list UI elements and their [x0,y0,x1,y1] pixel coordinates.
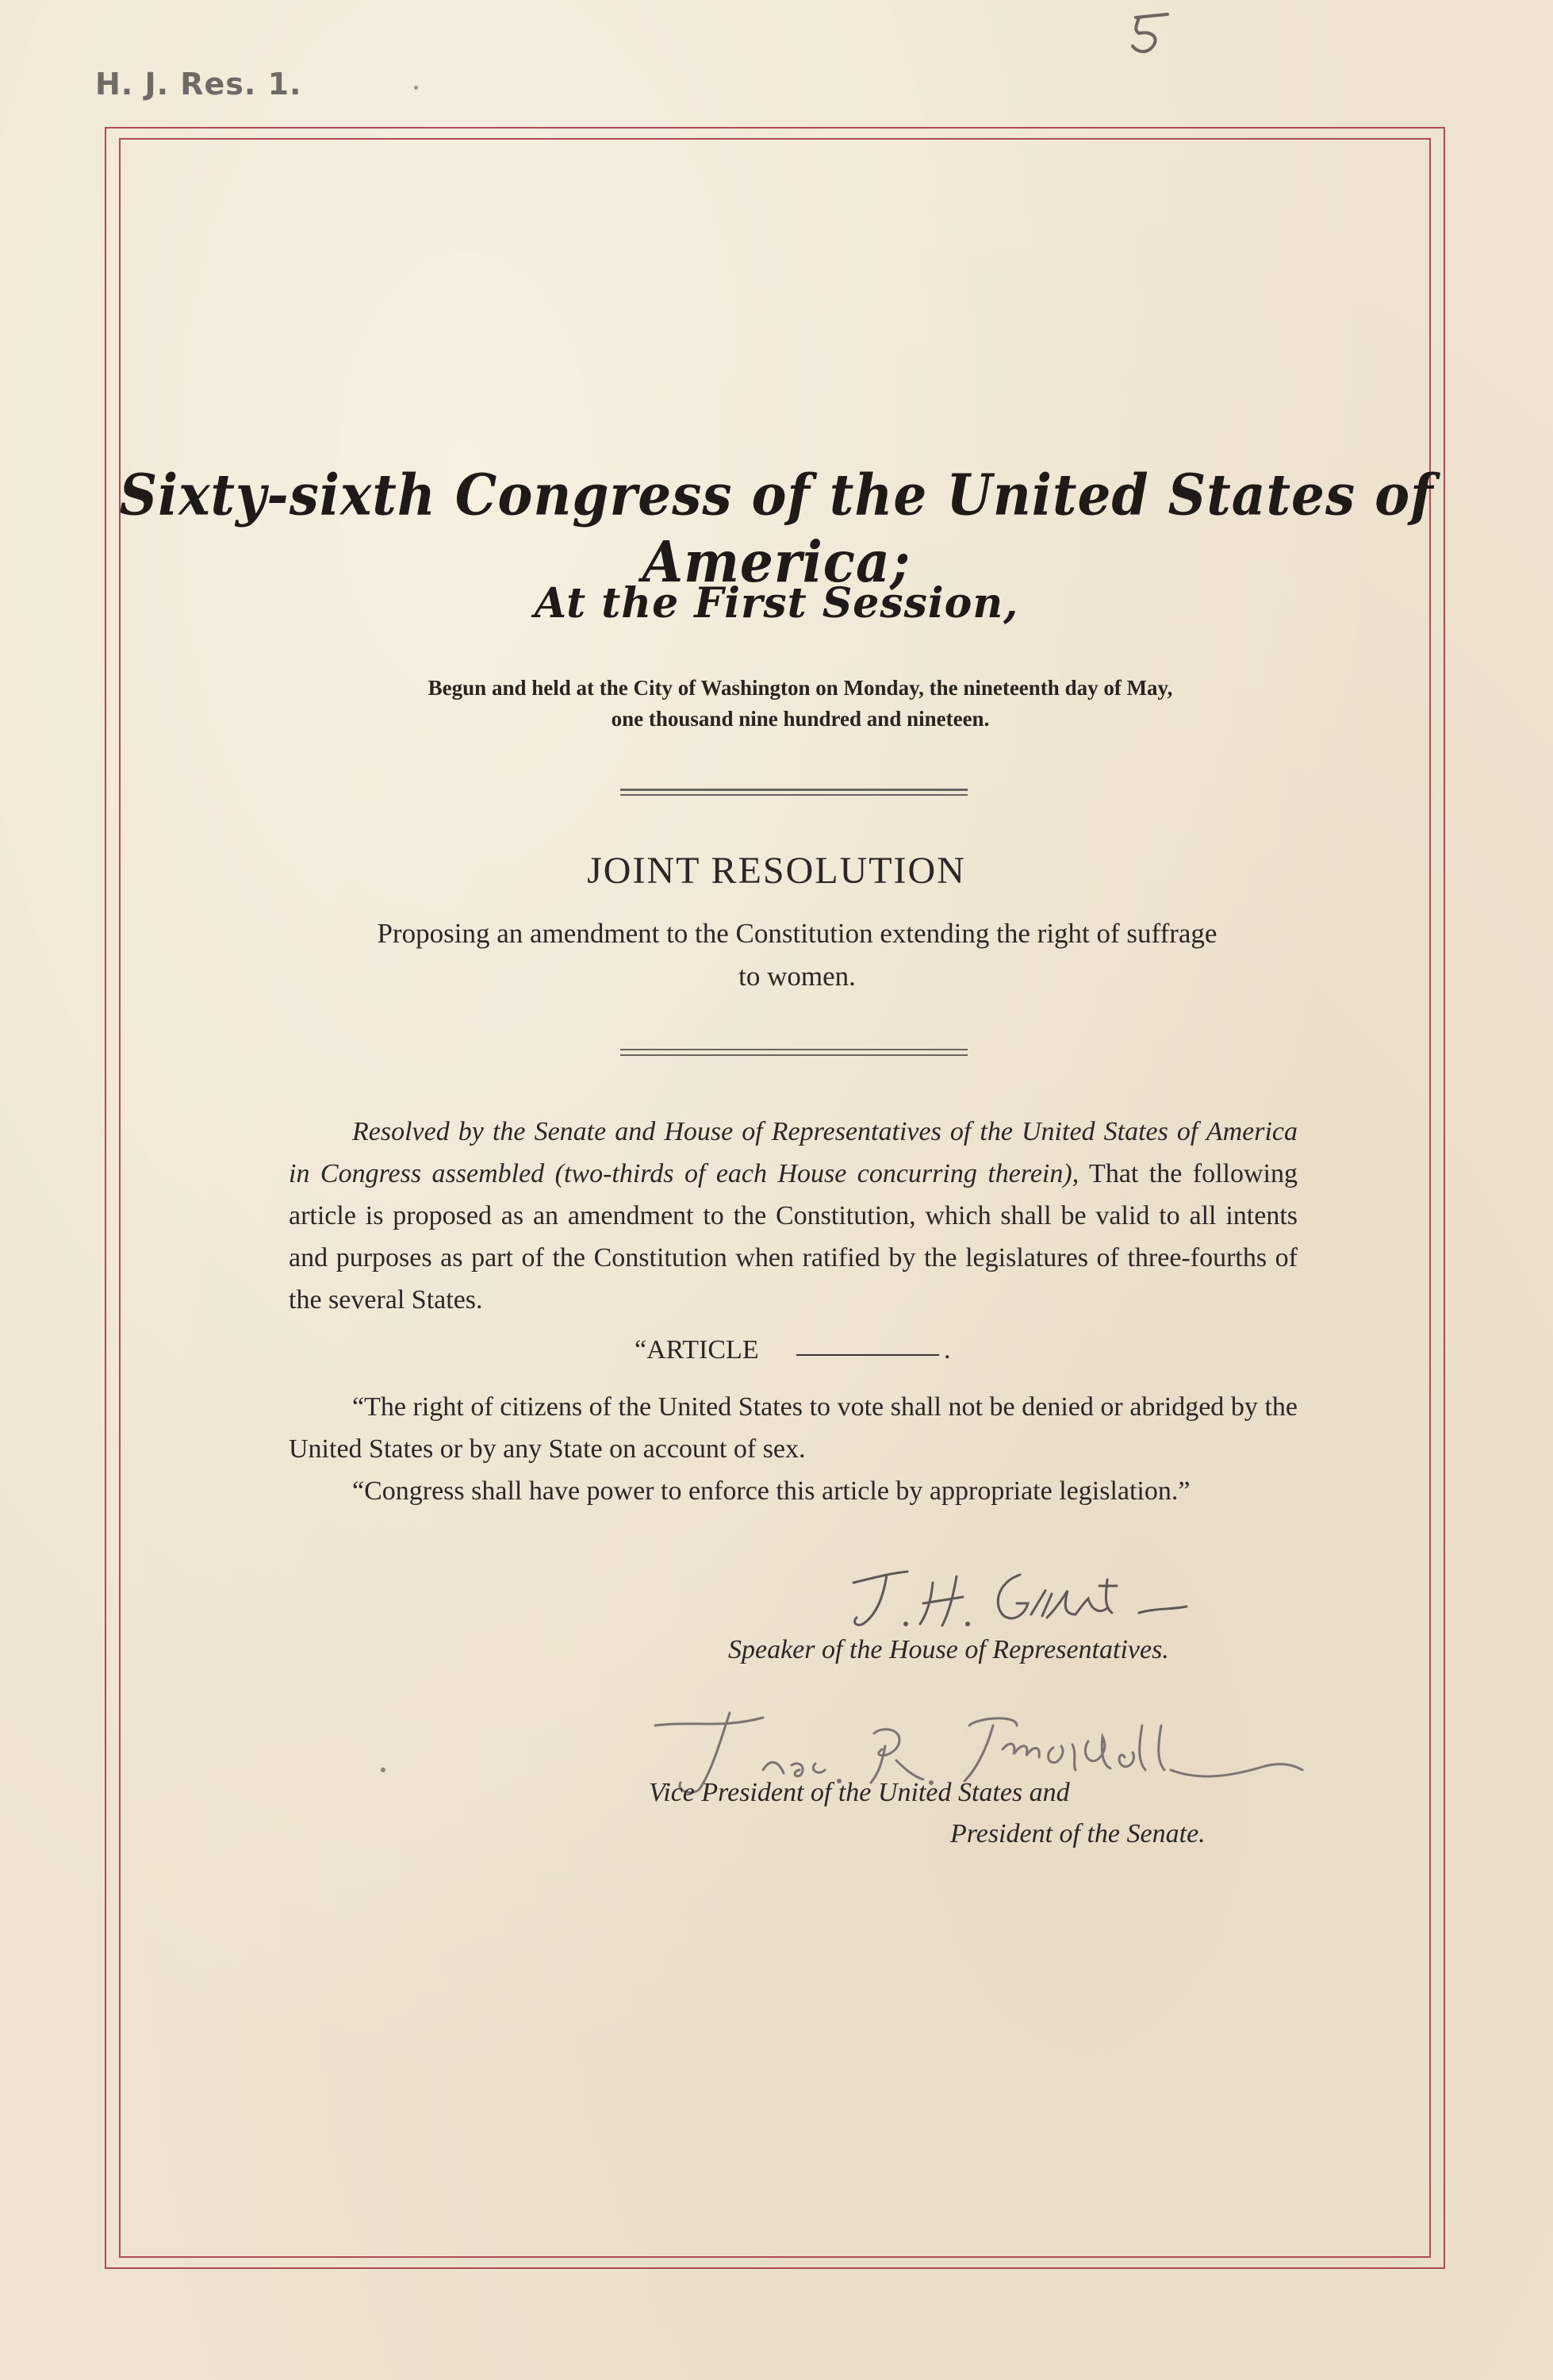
folio-number-mark [1112,3,1199,59]
article-section-2: “Congress shall have power to enforce this article by appropriate legislation.” [352,1476,1191,1506]
description-line-2: to women. [738,961,856,992]
divider-rule [620,1049,968,1050]
divider-rule [620,1054,968,1056]
article-period: . [944,1335,951,1365]
begun-line-2: one thousand nine hundred and nineteen. [611,707,990,731]
resolved-body: That the following article is proposed as an amendment to the Constitution, which shall be valid to all intents and purposes as part of the Constitution when ratified by the legislatures of three-fourths of the several States. [289,1159,1298,1315]
vice-president-title-line-1: Vice President of the United States and [649,1778,1070,1807]
speaker-title: Speaker of the House of Representatives. [728,1635,1169,1664]
resolved-paragraph [289,1111,1298,1321]
joint-resolution-title: JOINT RESOLUTION [587,850,966,892]
speaker-signature [838,1551,1202,1638]
file-label: H. J. Res. 1. [95,67,302,102]
article-blank-rule [796,1354,939,1356]
divider-rule [620,794,968,796]
article-heading: “ARTICLE [635,1335,759,1365]
resolved-intro: Resolved by the Senate and House of Representatives of the United States of America in Congress assembled (two-thirds of each House concurring therein), [289,1117,1298,1188]
congress-heading: Sixty-sixth Congress of the United States of America; [119,461,1434,596]
begun-line-1: Begun and held at the City of Washington on Monday, the nineteenth day of May, [428,676,1173,700]
ink-speck [381,1768,385,1772]
vice-president-title-line-2: President of the Senate. [950,1819,1206,1848]
article-section-1: “The right of citizens of the United States to vote shall not be denied or abridged by the United States or by any State on account of sex. [289,1392,1298,1464]
resolution-description [286,912,1309,998]
begun-statement [301,673,1299,735]
ink-speck [414,86,418,90]
description-line-1: Proposing an amendment to the Constitution extending the right of suffrage [377,918,1217,949]
divider-rule [620,789,968,791]
session-heading: At the First Session, [534,579,1019,628]
